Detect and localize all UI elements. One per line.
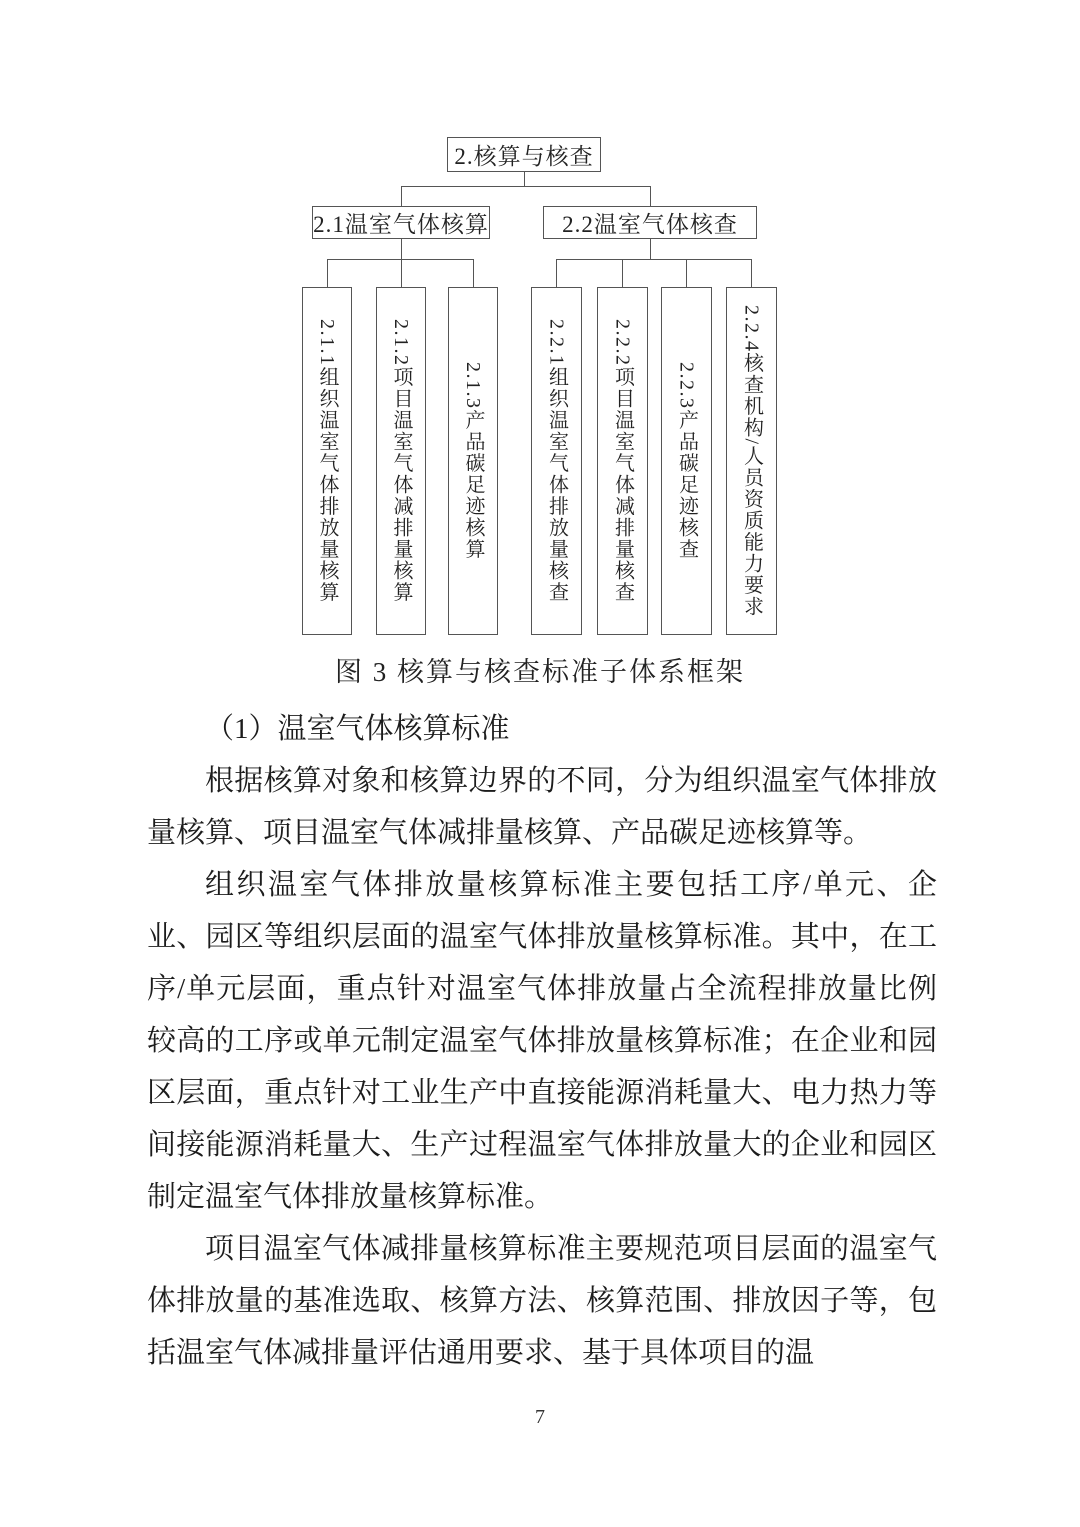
connector-line xyxy=(622,259,623,287)
diagram-leaf-box xyxy=(597,287,648,635)
diagram-leaf-label: 2.2.2项目温室气体减排量核查 xyxy=(611,319,634,603)
connector-line xyxy=(473,259,474,287)
section-heading: （1）温室气体核算标准 xyxy=(205,713,510,745)
connector-line xyxy=(524,172,525,186)
connector-line xyxy=(650,186,651,206)
diagram-leaf-box xyxy=(726,287,777,635)
page-number: 7 xyxy=(535,1406,545,1428)
paragraph: 项目温室气体减排量核算标准主要规范项目层面的温室气体排放量的基准选取、核算方法、核算范围、排放因子等，包括温室气体减排量评估通用要求、基于具体项目的温 xyxy=(147,1233,937,1369)
body-text xyxy=(147,703,937,1379)
diagram-leaf-label: 2.2.4核查机构/人员资质能力要求 xyxy=(740,304,763,618)
connector-line xyxy=(556,259,557,287)
diagram-branch-verification-label: 2.2温室气体核查 xyxy=(562,212,738,237)
diagram-root-label: 2.核算与核查 xyxy=(454,144,594,169)
connector-line xyxy=(327,259,328,287)
connector-line xyxy=(401,259,402,287)
diagram-leaf-box xyxy=(448,287,498,635)
connector-line xyxy=(401,186,402,206)
connector-line xyxy=(401,186,651,187)
diagram-leaf-label: 2.1.1组织温室气体排放量核算 xyxy=(316,319,338,603)
connector-line xyxy=(686,259,687,287)
figure-caption: 图 3 核算与核查标准子体系框架 xyxy=(335,657,745,687)
diagram-root-box xyxy=(447,137,601,172)
diagram-leaf-label: 2.1.3产品碳足迹核算 xyxy=(462,362,484,560)
paragraph: 根据核算对象和核算边界的不同，分为组织温室气体排放量核算、项目温室气体减排量核算、产品碳足迹核算等。 xyxy=(147,765,937,849)
diagram-leaf-box xyxy=(376,287,426,635)
accounting-verification-diagram xyxy=(0,0,1080,700)
paragraph: 组织温室气体排放量核算标准主要包括工序/单元、企业、园区等组织层面的温室气体排放量核算标准。其中，在工序/单元层面，重点针对温室气体排放量占全流程排放量比例较高的工序或单元制定温室气体排放量核算标准；在企业和园区层面，重点针对工业生产中直接能源消耗量大、电力热力等间接能源消耗量大、生产过程温室气体排放量大的企业和园区制定温室气体排放量核算标准。 xyxy=(147,869,937,1213)
diagram-leaf-label: 2.2.1组织温室气体排放量核查 xyxy=(545,319,568,603)
diagram-leaf-label: 2.1.2项目温室气体减排量核算 xyxy=(390,319,412,603)
diagram-leaf-box xyxy=(302,287,352,635)
diagram-branch-accounting-box xyxy=(312,206,490,239)
diagram-leaf-box xyxy=(531,287,582,635)
diagram-branch-accounting-label: 2.1温室气体核算 xyxy=(313,212,489,237)
connector-line xyxy=(401,239,402,259)
diagram-leaf-box xyxy=(661,287,712,635)
connector-line xyxy=(650,239,651,259)
diagram-branch-verification-box xyxy=(543,206,757,239)
connector-line xyxy=(556,259,752,260)
connector-line xyxy=(751,259,752,287)
diagram-leaf-label: 2.2.3产品碳足迹核查 xyxy=(675,362,698,560)
